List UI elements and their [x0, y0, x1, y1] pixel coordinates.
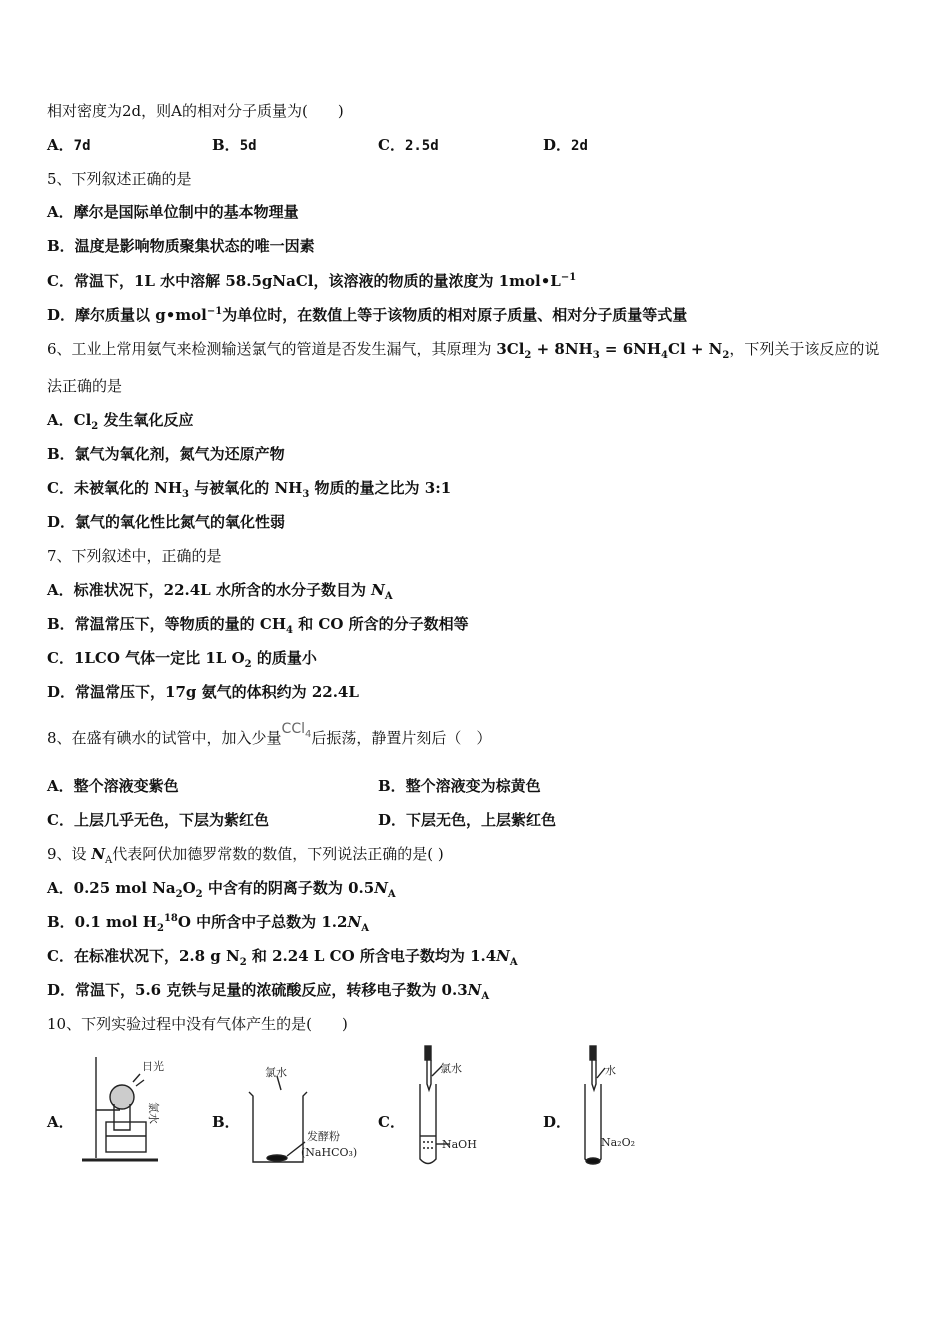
- q4-option-c: C．2.5d: [378, 136, 439, 154]
- q7-option-c: C．1LCO 气体一定比 1L $O_2$ 的质量小: [47, 649, 317, 670]
- ccl4-formula: CCl$_4$: [281, 721, 312, 740]
- q5-stem: 5、下列叙述正确的是: [47, 170, 192, 188]
- q10-option-a-letter: A．: [47, 1113, 74, 1131]
- figure-d-label-water: 水: [605, 1064, 616, 1077]
- q9-option-a: A．0.25 mol $Na_2O_2$ 中含有的阴离子数为 $0.5N_A$: [47, 879, 396, 900]
- q4-stem: 相对密度为2d，则A的相对分子质量为( ): [47, 102, 344, 120]
- q5-option-a: A．摩尔是国际单位制中的基本物理量: [47, 203, 299, 221]
- q5-option-b: B．温度是影响物质聚集状态的唯一因素: [47, 237, 315, 255]
- q9-option-c: C．在标准状况下，2.8 g $N_2$ 和 2.24 L CO 所含电子数均为 $1.4N_A$: [47, 947, 518, 968]
- q8-stem: 8、在盛有碘水的试管中，加入少量CCl$_4$后振荡，静置片刻后（ ）: [47, 721, 492, 747]
- q10-figure-d: [573, 1044, 653, 1169]
- q8-option-a: A．整个溶液变紫色: [47, 777, 179, 795]
- q10-figure-a: [78, 1052, 178, 1167]
- figure-d-label-na2o2: Na₂O₂: [601, 1136, 636, 1149]
- q4-option-d: D．2d: [543, 136, 588, 154]
- q8-option-c: C．上层几乎无色，下层为紫红色: [47, 811, 269, 829]
- q5-option-c: C．常温下，1L 水中溶解 58.5gNaCl，该溶液的物质的量浓度为 $1mol•L^{-1}$: [47, 272, 577, 290]
- q5-option-d: D．摩尔质量以 g•mol$^{-1}$为单位时，在数值上等于该物质的相对原子质量、相对分子质量等式量: [47, 306, 688, 324]
- q10-figure-b: [245, 1066, 375, 1171]
- q7-option-d: D．常温常压下，17g 氨气的体积约为 22.4L: [47, 683, 359, 701]
- q6-option-d: D．氯气的氧化性比氮气的氧化性弱: [47, 513, 286, 531]
- q10-figure-c: [400, 1044, 490, 1169]
- beaker-icon: [249, 1076, 307, 1162]
- figure-a-label-sunlight: 日光: [142, 1060, 164, 1073]
- q6-option-b: B．氯气为氧化剂，氮气为还原产物: [47, 445, 285, 463]
- figure-b-label-nahco3: (NaHCO₃): [301, 1146, 358, 1159]
- q6-stem: 6、工业上常用氨气来检测输送氯气的管道是否发生漏气，其原理为 $3Cl_2 + 8NH_3 = 6NH_4Cl + N_2$，下列关于该反应的说: [47, 340, 880, 361]
- q9-option-b: B．0.1 mol $H_2^{18}O$ 中所含中子总数为 $1.2N_A$: [47, 913, 369, 934]
- q7-option-b: B．常温常压下，等物质的量的 $CH_4$ 和 CO 所含的分子数相等: [47, 615, 469, 636]
- q10-stem: 10、下列实验过程中没有气体产生的是( ): [47, 1015, 348, 1033]
- figure-b-label-chlorine-water: 氯水: [265, 1066, 287, 1079]
- q6-option-c: C．未被氧化的 $NH_3$ 与被氧化的 $NH_3$ 物质的量之比为 3:1: [47, 479, 452, 500]
- q6-option-a: A．$Cl_2$ 发生氧化反应: [47, 411, 194, 432]
- q8-option-d: D．下层无色，上层紫红色: [378, 811, 557, 829]
- q10-option-c-letter: C．: [378, 1113, 405, 1131]
- q7-option-a: A．标准状况下，22.4L 水所含的水分子数目为 $N_A$: [47, 581, 393, 602]
- q10-option-d-letter: D．: [543, 1113, 572, 1131]
- figure-c-label-chlorine-water: 氯水: [440, 1062, 462, 1075]
- q6-stem-cont: 法正确的是: [47, 377, 123, 395]
- q9-stem: 9、设 $N_A$代表阿伏加德罗常数的数值，下列说法正确的是( ): [47, 845, 444, 866]
- q4-option-b: B．5d: [212, 136, 257, 154]
- q7-stem: 7、下列叙述中，正确的是: [47, 547, 222, 565]
- q8-option-b: B．整个溶液变为棕黄色: [378, 777, 541, 795]
- q10-option-b-letter: B．: [212, 1113, 240, 1131]
- figure-a-label-chlorine-water: 氯水: [147, 1102, 160, 1124]
- q9-option-d: D．常温下，5.6 克铁与足量的浓硫酸反应，转移电子数为 $0.3N_A$: [47, 981, 490, 1002]
- figure-b-label-baking-powder: 发酵粉: [307, 1130, 340, 1143]
- q4-option-a: A．7d: [47, 136, 91, 154]
- figure-c-label-naoh: NaOH: [442, 1138, 477, 1151]
